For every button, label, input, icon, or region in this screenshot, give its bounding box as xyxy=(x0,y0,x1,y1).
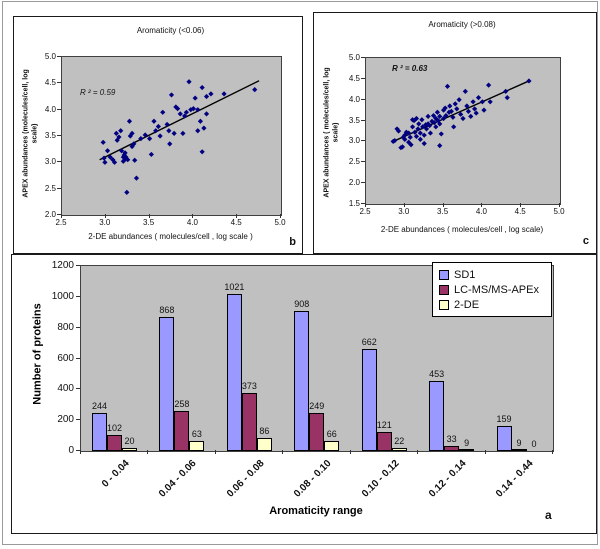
x-tick-label: 4.5 xyxy=(230,218,242,227)
bar-value-label: 868 xyxy=(159,305,175,315)
y-tick-mark xyxy=(57,188,61,189)
y-tick-mark xyxy=(361,120,365,121)
x-tick-mark xyxy=(559,203,560,207)
bar-y-tick-label: 1000 xyxy=(51,290,74,302)
bar-sd1 xyxy=(227,294,242,451)
legend-entry-sd1 xyxy=(439,267,545,282)
bar-value-label: 102 xyxy=(106,423,123,433)
bar-y-tick-mark xyxy=(76,265,80,266)
y-tick-mark xyxy=(361,99,365,100)
data-point-diamond xyxy=(200,149,205,154)
bar-2-de xyxy=(257,438,272,451)
bar-x-tick-mark xyxy=(215,450,216,454)
scatter-b-title: Aromaticity (<0.06) xyxy=(136,26,205,35)
data-point-diamond xyxy=(186,79,191,84)
data-point-diamond xyxy=(486,83,491,88)
x-tick-mark xyxy=(61,214,62,218)
data-point-diamond xyxy=(505,95,510,100)
panel-scatter-c xyxy=(313,12,597,254)
bar-2-de xyxy=(189,441,204,451)
bar-category-label: 0 - 0.04 xyxy=(99,458,132,490)
data-point-diamond xyxy=(468,114,473,119)
y-tick-mark xyxy=(361,140,365,141)
y-tick-label: 2.5 xyxy=(44,183,56,193)
scatter-b-y-axis-label-line2: scale) xyxy=(32,123,39,144)
data-point-diamond xyxy=(169,92,174,97)
data-point-diamond xyxy=(416,121,421,126)
y-tick-label: 1.5 xyxy=(348,199,360,208)
data-point-diamond xyxy=(204,111,209,116)
bar-x-tick-mark xyxy=(80,450,81,454)
bar-x-tick-mark xyxy=(350,450,351,454)
bar-lc-ms-ms-apex xyxy=(242,393,257,451)
legend-entry-lc-ms-ms-apex xyxy=(439,282,545,297)
bar-category-label: 0.06 - 0.08 xyxy=(224,458,267,500)
x-tick-label: 2.5 xyxy=(55,218,67,227)
y-tick-label: 5.0 xyxy=(348,53,360,62)
bar-x-tick-mark xyxy=(552,450,553,454)
bar-category-label: 0.12 - 0.14 xyxy=(427,458,469,500)
data-point-diamond xyxy=(156,124,161,129)
bar-value-label: 244 xyxy=(91,401,108,411)
data-point-diamond xyxy=(166,128,171,133)
data-point-diamond xyxy=(167,141,172,146)
bar-sd1 xyxy=(159,317,174,451)
bar-value-label: 662 xyxy=(361,337,377,347)
y-tick-label: 5.0 xyxy=(44,52,56,61)
bar-category-label: 0.08 - 0.10 xyxy=(292,458,334,500)
bar-value-label: 159 xyxy=(496,414,512,424)
scatter-c-y-axis-label-line1: APEX abundances ( molecules/cell, log xyxy=(323,67,331,198)
data-point-diamond xyxy=(178,111,183,116)
bar-2-de xyxy=(324,441,339,451)
bar-y-tick-mark xyxy=(76,327,80,328)
bar-x-axis-label: Aromaticity range xyxy=(269,505,363,517)
bar-y-tick-label: 0 xyxy=(68,445,74,456)
panel-letter-c: c xyxy=(582,235,589,247)
x-tick-label: 2.5 xyxy=(359,207,371,216)
data-point-diamond xyxy=(105,148,110,153)
data-point-diamond xyxy=(101,140,106,145)
bar-y-tick-mark xyxy=(76,358,80,359)
panel-scatter-b xyxy=(13,16,303,254)
data-point-diamond xyxy=(201,126,206,131)
data-point-diamond xyxy=(208,91,213,96)
legend-entry-label: LC-MS/MS-APEx xyxy=(454,283,539,296)
data-point-diamond xyxy=(480,99,485,104)
bar-y-tick-mark xyxy=(76,388,80,389)
y-tick-mark xyxy=(57,161,61,162)
y-tick-mark xyxy=(361,57,365,58)
data-point-diamond xyxy=(422,141,427,146)
x-tick-mark xyxy=(280,214,281,218)
bar-2-de xyxy=(122,448,137,451)
data-point-diamond xyxy=(410,124,415,129)
bar-value-label: 20 xyxy=(124,436,135,446)
data-point-diamond xyxy=(127,119,132,124)
y-tick-label: 4.5 xyxy=(44,78,56,88)
bar-sd1 xyxy=(362,349,377,451)
y-tick-label: 2.0 xyxy=(348,178,360,188)
scatter-c-plot-area xyxy=(365,57,561,205)
data-point-diamond xyxy=(466,109,471,114)
bar-value-label: 22 xyxy=(394,436,405,446)
data-point-diamond xyxy=(463,89,468,94)
data-point-diamond xyxy=(221,91,226,96)
y-tick-mark xyxy=(57,56,61,57)
data-point-diamond xyxy=(454,106,459,111)
x-tick-mark xyxy=(105,214,106,218)
legend-entry-label: SD1 xyxy=(454,268,476,281)
bar-value-label: 908 xyxy=(294,299,310,309)
data-point-diamond xyxy=(149,152,154,157)
data-point-diamond xyxy=(408,135,413,140)
data-point-diamond xyxy=(503,89,508,94)
bar-value-label: 1021 xyxy=(224,282,245,292)
legend-entry-label: 2-DE xyxy=(454,298,480,311)
y-tick-label: 2.0 xyxy=(44,210,56,219)
data-point-diamond xyxy=(439,131,444,136)
data-point-diamond xyxy=(481,108,486,113)
scatter-c-title: Aromaticity (>0.08) xyxy=(428,20,496,29)
bar-value-label: 9 xyxy=(464,438,470,448)
data-point-diamond xyxy=(476,95,481,100)
x-tick-label: 3.5 xyxy=(437,207,449,216)
x-tick-label: 3.0 xyxy=(99,218,111,227)
trendline xyxy=(100,81,259,160)
x-tick-label: 5.0 xyxy=(553,207,565,216)
data-point-diamond xyxy=(526,78,531,83)
data-point-diamond xyxy=(445,84,450,89)
scatter-b-y-axis-label-line1: APEX abundances (molecules/cell, log xyxy=(22,69,30,198)
y-tick-mark xyxy=(361,78,365,79)
data-point-diamond xyxy=(451,124,456,129)
legend-entry-2-de xyxy=(439,297,545,312)
data-point-diamond xyxy=(252,87,257,92)
y-tick-label: 3.5 xyxy=(348,115,360,125)
bar-value-label: 373 xyxy=(241,381,257,391)
bar-y-tick-mark xyxy=(76,296,80,297)
bar-sd1 xyxy=(294,311,309,451)
data-point-diamond xyxy=(160,110,165,115)
y-tick-mark xyxy=(57,82,61,83)
x-tick-mark xyxy=(520,203,521,207)
x-tick-mark xyxy=(149,214,150,218)
bar-value-label: 0 xyxy=(531,439,537,449)
data-point-diamond xyxy=(132,158,137,163)
scatter-c-y-axis-label-line2: scale) xyxy=(333,122,340,143)
y-tick-label: 2.5 xyxy=(348,157,360,167)
data-point-diamond xyxy=(470,99,475,104)
bar-value-label: 121 xyxy=(376,420,392,430)
x-tick-label: 3.5 xyxy=(143,218,155,227)
data-point-diamond xyxy=(195,128,200,133)
bar-value-label: 453 xyxy=(429,369,445,379)
bar-2-de xyxy=(392,448,407,451)
panel-bar-a xyxy=(11,254,597,534)
scatter-c-canvas xyxy=(366,58,560,204)
legend-swatch-icon xyxy=(439,300,449,310)
scatter-b-canvas xyxy=(62,57,281,215)
data-point-diamond xyxy=(433,124,438,129)
y-tick-label: 4.0 xyxy=(44,104,56,114)
y-tick-label: 3.5 xyxy=(44,131,56,140)
data-point-diamond xyxy=(488,99,493,104)
y-tick-label: 3.0 xyxy=(348,136,360,146)
x-tick-mark xyxy=(404,203,405,207)
data-point-diamond xyxy=(147,136,152,141)
data-point-diamond xyxy=(118,128,123,133)
data-point-diamond xyxy=(474,110,479,115)
y-tick-label: 4.0 xyxy=(348,94,360,104)
data-point-diamond xyxy=(435,110,440,115)
x-tick-mark xyxy=(443,203,444,207)
y-tick-label: 4.5 xyxy=(348,73,360,83)
x-tick-label: 4.0 xyxy=(475,207,487,216)
bar-y-tick-label: 1200 xyxy=(51,260,74,271)
scatter-c-x-axis-label: 2-DE abundances ( molecules/cell , log scale) xyxy=(380,225,544,234)
bar-value-label: 249 xyxy=(309,401,325,411)
data-point-diamond xyxy=(453,101,458,106)
bar-value-label: 33 xyxy=(446,434,457,444)
data-point-diamond xyxy=(200,85,205,90)
bar-category-label: 0.14 - 0.44 xyxy=(494,458,537,500)
bar-y-tick-label: 200 xyxy=(57,414,74,426)
data-point-diamond xyxy=(172,131,177,136)
bar-category-label: 0.10 - 0.12 xyxy=(359,458,402,500)
data-point-diamond xyxy=(425,114,430,119)
data-point-diamond xyxy=(124,190,129,195)
x-tick-mark xyxy=(481,203,482,207)
bar-lc-ms-ms-apex xyxy=(512,449,527,451)
legend-swatch-icon xyxy=(439,285,449,295)
y-tick-mark xyxy=(57,135,61,136)
x-tick-label: 5.0 xyxy=(274,218,286,227)
data-point-diamond xyxy=(193,95,198,100)
scatter-c-r2-annotation: R ² = 0.63 xyxy=(392,64,428,73)
bar-x-tick-mark xyxy=(147,450,148,454)
bar-2-de xyxy=(459,449,474,451)
y-tick-mark xyxy=(361,182,365,183)
x-tick-mark xyxy=(192,214,193,218)
x-tick-mark xyxy=(365,203,366,207)
bar-y-tick-label: 800 xyxy=(57,321,74,333)
bar-y-axis-label: Number of proteins xyxy=(31,303,44,405)
data-point-diamond xyxy=(447,103,452,108)
bar-x-tick-mark xyxy=(282,450,283,454)
bar-value-label: 86 xyxy=(259,426,270,436)
bar-value-label: 9 xyxy=(516,438,522,448)
data-point-diamond xyxy=(134,176,139,181)
data-point-diamond xyxy=(114,131,119,136)
data-point-diamond xyxy=(437,143,442,148)
bar-value-label: 63 xyxy=(191,429,202,439)
scatter-b-r2-annotation: R ² = 0.59 xyxy=(80,88,116,97)
legend-swatch-icon xyxy=(439,270,449,280)
x-tick-label: 3.0 xyxy=(398,207,410,216)
data-point-diamond xyxy=(472,106,477,111)
data-point-diamond xyxy=(198,119,203,124)
bar-value-label: 66 xyxy=(326,429,337,439)
data-point-diamond xyxy=(204,94,209,99)
bar-y-tick-label: 400 xyxy=(57,383,74,395)
data-point-diamond xyxy=(428,130,433,135)
data-point-diamond xyxy=(460,116,465,121)
bar-value-label: 258 xyxy=(174,399,190,409)
x-tick-mark xyxy=(236,214,237,218)
bar-category-label: 0.04 - 0.06 xyxy=(157,458,199,500)
data-point-diamond xyxy=(102,160,107,165)
bar-y-tick-mark xyxy=(76,419,80,420)
data-point-diamond xyxy=(158,133,163,138)
bar-x-tick-mark xyxy=(417,450,418,454)
data-point-diamond xyxy=(151,119,156,124)
bar-x-tick-mark xyxy=(485,450,486,454)
y-tick-label: 3.0 xyxy=(44,157,56,167)
scatter-b-plot-area xyxy=(61,56,282,216)
data-point-diamond xyxy=(414,134,419,139)
data-point-diamond xyxy=(419,117,424,122)
x-tick-label: 4.5 xyxy=(514,207,526,216)
data-point-diamond xyxy=(418,137,423,142)
panel-letter-a: a xyxy=(545,508,552,522)
data-point-diamond xyxy=(180,131,185,136)
bar-y-tick-label: 600 xyxy=(57,352,74,364)
y-tick-mark xyxy=(57,109,61,110)
bar-legend xyxy=(432,262,552,317)
scatter-b-x-axis-label: 2-DE abundances ( molecules/cell , log scale ) xyxy=(88,232,253,241)
y-tick-mark xyxy=(361,161,365,162)
panel-letter-b: b xyxy=(289,236,296,248)
x-tick-label: 4.0 xyxy=(186,218,198,227)
data-point-diamond xyxy=(457,97,462,102)
figure-frame xyxy=(2,1,598,545)
data-point-diamond xyxy=(165,122,170,127)
